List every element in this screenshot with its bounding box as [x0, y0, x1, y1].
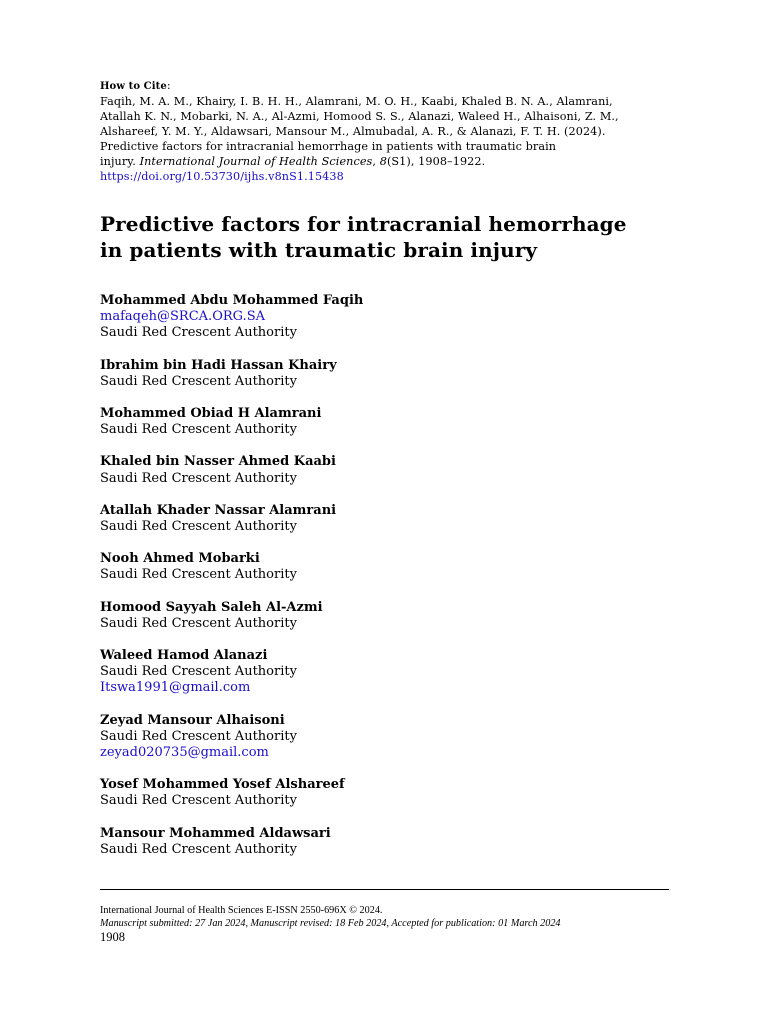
author-entry — [100, 713, 363, 762]
footer-divider — [100, 889, 669, 890]
author-name: Homood Sayyah Saleh Al-Azmi — [100, 599, 323, 615]
author-entry — [100, 454, 363, 486]
citation-line: Atallah K. N., Mobarki, N. A., Al-Azmi, Homood S. S., Alanazi, Waleed H., Alhaisoni, Z. M., — [100, 110, 619, 123]
author-affiliation: Saudi Red Crescent Authority — [100, 325, 297, 341]
citation-line: Predictive factors for intracranial hemorrhage in patients with traumatic brain — [100, 140, 557, 153]
page-number: 1908 — [100, 930, 125, 944]
author-list — [100, 293, 363, 874]
author-name: Zeyad Mansour Alhaisoni — [100, 712, 285, 728]
author-affiliation: Saudi Red Crescent Authority — [100, 373, 297, 389]
citation-line-journal — [100, 154, 670, 169]
author-affiliation: Saudi Red Crescent Authority — [100, 841, 297, 857]
citation-doi-line — [100, 169, 670, 184]
author-name: Mansour Mohammed Aldawsari — [100, 825, 331, 841]
author-name: Khaled bin Nasser Ahmed Kaabi — [100, 454, 336, 470]
author-name: Mohammed Abdu Mohammed Faqih — [100, 293, 364, 308]
citation-prefix: injury. — [100, 155, 140, 168]
author-entry — [100, 503, 363, 535]
author-entry — [100, 826, 363, 858]
author-name: Nooh Ahmed Mobarki — [100, 551, 260, 567]
author-entry — [100, 358, 363, 390]
paper-title — [100, 211, 670, 263]
author-entry — [100, 777, 363, 809]
author-affiliation: Saudi Red Crescent Authority — [100, 793, 297, 809]
author-name: Mohammed Obiad H Alamrani — [100, 406, 322, 422]
page-footer — [100, 889, 669, 944]
paper-page — [100, 78, 670, 944]
author-entry — [100, 600, 363, 632]
author-name: Waleed Hamod Alanazi — [100, 648, 268, 664]
citation-issue-pages: (S1), 1908–1922. — [386, 155, 486, 168]
author-affiliation: Saudi Red Crescent Authority — [100, 567, 297, 583]
author-name: Atallah Khader Nassar Alamrani — [100, 502, 337, 518]
author-entry — [100, 648, 363, 697]
author-entry — [100, 406, 363, 438]
author-email-link[interactable]: mafaqeh@SRCA.ORG.SA — [100, 309, 265, 325]
citation-block — [100, 78, 670, 184]
author-email-link[interactable]: Itswa1991@gmail.com — [100, 680, 251, 696]
author-affiliation: Saudi Red Crescent Authority — [100, 664, 297, 680]
author-affiliation: Saudi Red Crescent Authority — [100, 422, 297, 438]
author-email-link[interactable]: zeyad020735@gmail.com — [100, 745, 269, 761]
citation-journal: International Journal of Health Sciences — [139, 155, 373, 168]
author-affiliation: Saudi Red Crescent Authority — [100, 615, 297, 631]
author-affiliation: Saudi Red Crescent Authority — [100, 470, 297, 486]
author-name: Ibrahim bin Hadi Hassan Khairy — [100, 357, 337, 373]
footer-dates-line: Manuscript submitted: 27 Jan 2024, Manuscript revised: 18 Feb 2024, Accepted for publication: 01 March 2024 — [100, 918, 561, 929]
citation-label: How to Cite — [100, 81, 167, 92]
citation-doi-link[interactable]: https://doi.org/10.53730/ijhs.v8nS1.15438 — [100, 170, 344, 183]
citation-line: Alshareef, Y. M. Y., Aldawsari, Mansour M., Almubadal, A. R., & Alanazi, F. T. H. (2024). — [100, 125, 606, 138]
citation-line: Faqih, M. A. M., Khairy, I. B. H. H., Alamrani, M. O. H., Kaabi, Khaled B. N. A., Alamrani, — [100, 95, 613, 108]
citation-volume: 8 — [379, 155, 387, 168]
author-affiliation: Saudi Red Crescent Authority — [100, 519, 297, 535]
author-affiliation: Saudi Red Crescent Authority — [100, 728, 297, 744]
citation-label-colon: : — [166, 79, 171, 92]
author-entry — [100, 293, 363, 342]
paper-title-line: Predictive factors for intracranial hemorrhage — [100, 212, 627, 236]
citation-volume-sep: , — [372, 155, 380, 168]
author-entry — [100, 551, 363, 583]
footer-journal-line: International Journal of Health Sciences E-ISSN 2550-696X © 2024. — [100, 905, 383, 916]
author-name: Yosef Mohammed Yosef Alshareef — [100, 777, 345, 793]
citation-label-line — [100, 78, 670, 94]
paper-title-line: in patients with traumatic brain injury — [100, 238, 538, 262]
